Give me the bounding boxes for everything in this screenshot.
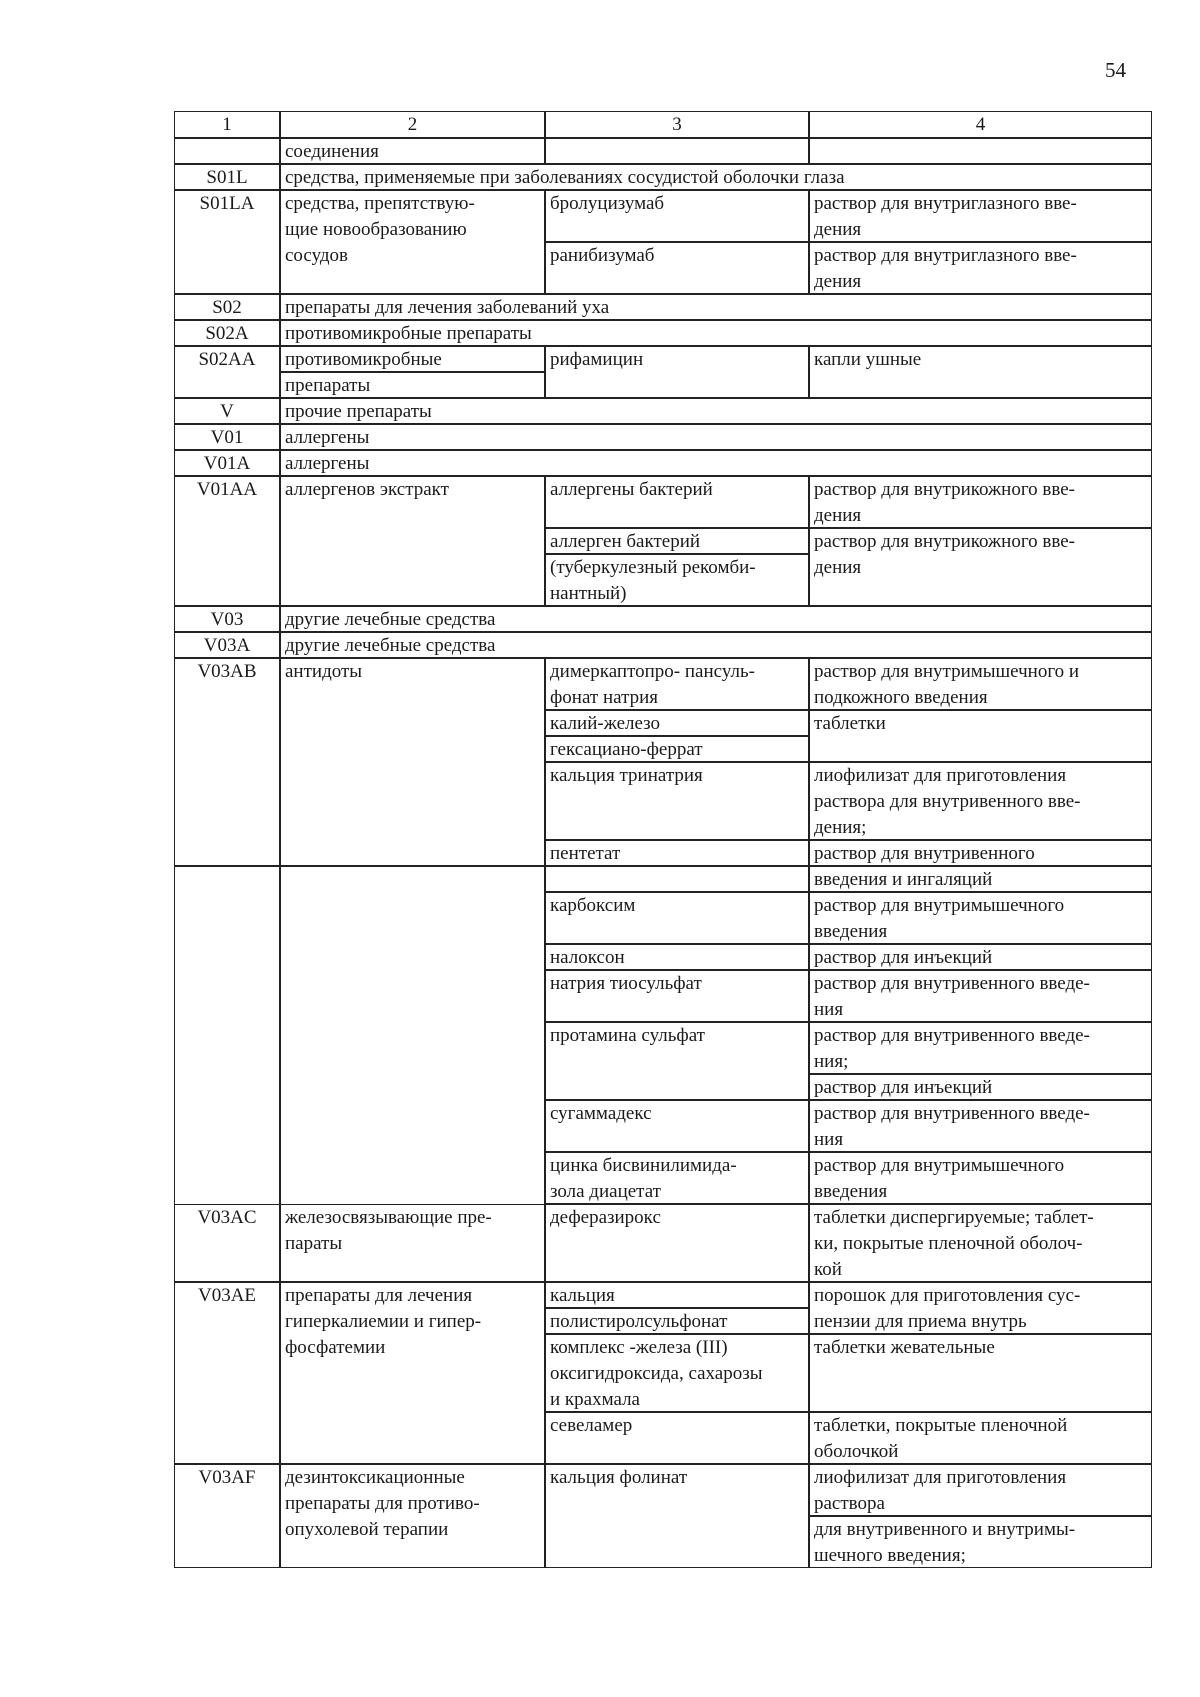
group-cell: аллергенов экстракт xyxy=(280,476,545,606)
code-cell: S01L xyxy=(174,164,280,190)
form-cell: раствор для внутривенного введе- ния; xyxy=(809,1022,1152,1074)
code-cell: S02AA xyxy=(174,346,280,398)
group-cell: железосвязывающие пре- параты xyxy=(280,1204,545,1282)
code-cell: S01LA xyxy=(174,190,280,294)
code-cell: V03 xyxy=(174,606,280,632)
drug-cell: кальция тринатрия xyxy=(545,762,809,840)
form-cell-empty xyxy=(809,138,1152,164)
form-cell: таблетки, покрытые пленочной оболочкой xyxy=(809,1412,1152,1464)
code-cell: V01AA xyxy=(174,476,280,606)
drug-cell: аллергены бактерий xyxy=(545,476,809,528)
code-cell: V03AF xyxy=(174,1464,280,1568)
code-cell: S02 xyxy=(174,294,280,320)
drug-cell: кальция xyxy=(545,1282,809,1308)
drug-cell-empty xyxy=(545,866,809,892)
group-name-cell: средства, применяемые при заболеваниях сосудистой оболочки глаза xyxy=(280,164,1152,190)
group-name-cell: другие лечебные средства xyxy=(280,606,1152,632)
form-cell: раствор для внутримышечного и подкожного введения xyxy=(809,658,1152,710)
drug-cell: (туберкулезный рекомби- нантный) xyxy=(545,554,809,606)
form-cell: таблетки жевательные xyxy=(809,1334,1152,1412)
form-cell: раствор для внутримышечного введения xyxy=(809,1152,1152,1204)
group-name-cell: прочие препараты xyxy=(280,398,1152,424)
group-name-cell: аллергены xyxy=(280,424,1152,450)
group-name-cell: другие лечебные средства xyxy=(280,632,1152,658)
drug-cell: налоксон xyxy=(545,944,809,970)
drug-cell: рифамицин xyxy=(545,346,809,398)
drug-cell: димеркаптопро- пансуль- фонат натрия xyxy=(545,658,809,710)
form-cell: лиофилизат для приготовления раствора xyxy=(809,1464,1152,1516)
code-cell-empty xyxy=(174,138,280,164)
drug-cell: деферазирокс xyxy=(545,1204,809,1282)
drug-cell: бролуцизумаб xyxy=(545,190,809,242)
code-cell: V01A xyxy=(174,450,280,476)
code-cell: V01 xyxy=(174,424,280,450)
drug-cell: натрия тиосульфат xyxy=(545,970,809,1022)
code-cell: V03AC xyxy=(174,1204,280,1282)
form-cell: раствор для внутрикожного вве- дения xyxy=(809,476,1152,528)
group-cell: средства, препятствую- щие новообразованию сосудов xyxy=(280,190,545,294)
drug-cell: аллерген бактерий xyxy=(545,528,809,554)
header-col-4: 4 xyxy=(809,111,1152,138)
code-cell: V xyxy=(174,398,280,424)
group-cell: соединения xyxy=(280,138,545,164)
code-cell: V03A xyxy=(174,632,280,658)
drug-cell: комплекс -железа (III) оксигидроксида, сахарозы и крахмала xyxy=(545,1334,809,1412)
drug-cell-empty xyxy=(545,138,809,164)
group-cell: препараты xyxy=(280,372,545,398)
drug-cell: кальция фолинат xyxy=(545,1464,809,1568)
form-cell: раствор для внутриглазного вве- дения xyxy=(809,242,1152,294)
medicines-table xyxy=(174,111,1152,1598)
drug-cell: протамина сульфат xyxy=(545,1022,809,1100)
form-cell: лиофилизат для приготовления раствора для внутривенного вве- дения; xyxy=(809,762,1152,840)
group-cell: препараты для лечения гиперкалиемии и гипер- фосфатемии xyxy=(280,1282,545,1464)
group-name-cell: препараты для лечения заболеваний уха xyxy=(280,294,1152,320)
form-cell: раствор для внутрикожного вве- дения xyxy=(809,528,1152,606)
group-name-cell: аллергены xyxy=(280,450,1152,476)
header-col-2: 2 xyxy=(280,111,545,138)
form-cell: раствор для инъекций xyxy=(809,944,1152,970)
form-cell: раствор для внутривенного введе- ния xyxy=(809,970,1152,1022)
drug-cell: пентетат xyxy=(545,840,809,866)
form-cell: раствор для внутримышечного введения xyxy=(809,892,1152,944)
code-cell: V03AE xyxy=(174,1282,280,1464)
code-cell: V03AB xyxy=(174,658,280,866)
group-cell: антидоты xyxy=(280,658,545,866)
code-cell: S02A xyxy=(174,320,280,346)
form-cell: введения и ингаляций xyxy=(809,866,1152,892)
header-col-3: 3 xyxy=(545,111,809,138)
form-cell: раствор для внутривенного xyxy=(809,840,1152,866)
drug-cell: севеламер xyxy=(545,1412,809,1464)
form-cell: таблетки диспергируемые; таблет- ки, покрытые пленочной оболоч- кой xyxy=(809,1204,1152,1282)
drug-cell: калий-железо xyxy=(545,710,809,736)
form-cell: для внутривенного и внутримы- шечного введения; xyxy=(809,1516,1152,1568)
form-cell: порошок для приготовления сус- пензии для приема внутрь xyxy=(809,1282,1152,1334)
form-cell: раствор для внутривенного введе- ния xyxy=(809,1100,1152,1152)
drug-cell: сугаммадекс xyxy=(545,1100,809,1152)
page-number: 54 xyxy=(1105,58,1126,82)
drug-cell: карбоксим xyxy=(545,892,809,944)
drug-cell: гексациано-феррат xyxy=(545,736,809,762)
group-name-cell: противомикробные препараты xyxy=(280,320,1152,346)
group-cell: противомикробные xyxy=(280,346,545,372)
drug-cell: полистиролсульфонат xyxy=(545,1308,809,1334)
form-cell: раствор для внутриглазного вве- дения xyxy=(809,190,1152,242)
header-col-1: 1 xyxy=(174,111,280,138)
drug-cell: ранибизумаб xyxy=(545,242,809,294)
drug-cell: цинка бисвинилимида- зола диацетат xyxy=(545,1152,809,1204)
form-cell: капли ушные xyxy=(809,346,1152,398)
form-cell: раствор для инъекций xyxy=(809,1074,1152,1100)
form-cell: таблетки xyxy=(809,710,1152,762)
group-cell: дезинтоксикационные препараты для противо- опухолевой терапии xyxy=(280,1464,545,1568)
